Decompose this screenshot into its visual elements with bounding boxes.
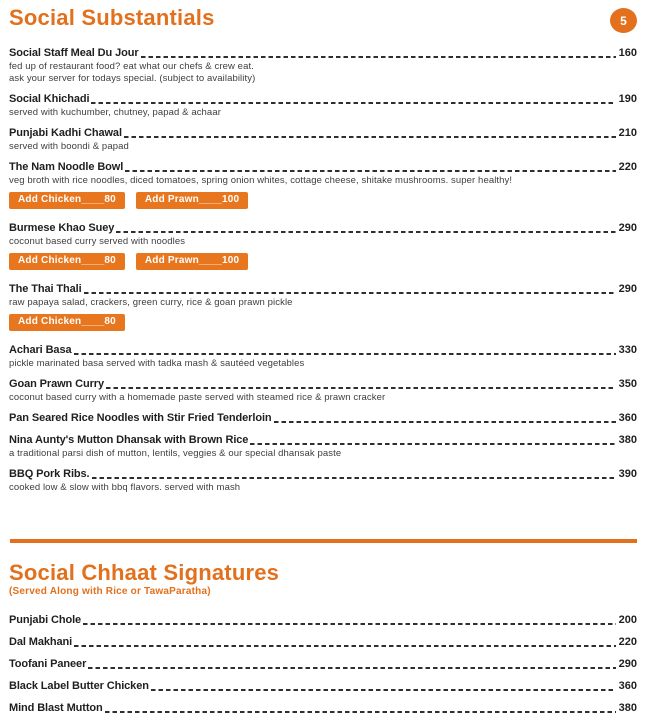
menu-item-line [9, 93, 637, 106]
addon-row [9, 192, 637, 209]
dotted-leader [141, 56, 616, 58]
menu-item-description: veg broth with rice noodles, diced tomatoes, spring onion whites, cottage cheese, shitake mushrooms. super healthy! [9, 175, 513, 186]
menu-item [9, 283, 637, 331]
menu-item-description: ask your server for todays special. (subject to availability) [9, 73, 256, 84]
menu-item-price: 190 [618, 93, 637, 105]
menu-item-price: 220 [618, 636, 637, 648]
menu-item-line [9, 434, 637, 447]
addon-row [9, 253, 637, 270]
menu-item-line [9, 222, 637, 235]
menu-item-name: Toofani Paneer [9, 658, 87, 670]
dotted-leader [250, 443, 615, 445]
menu-item-line [9, 412, 637, 425]
menu-item [9, 434, 637, 459]
addon-chip: Add Prawn____100 [136, 192, 248, 209]
menu-item-line [9, 614, 637, 627]
addon-chip: Add Chicken____80 [9, 192, 125, 209]
menu-item-name: Black Label Butter Chicken [9, 680, 149, 692]
menu-item-price: 390 [618, 468, 637, 480]
menu-item-name: Goan Prawn Curry [9, 378, 104, 390]
section-header [9, 6, 637, 33]
menu-item [9, 680, 637, 693]
menu-item-line [9, 702, 637, 715]
menu-item-description: raw papaya salad, crackers, green curry, rice & goan prawn pickle [9, 297, 293, 308]
addon-row [9, 314, 637, 331]
menu-item-description: coconut based curry served with noodles [9, 236, 186, 247]
section-substantials [9, 6, 637, 493]
menu-item [9, 412, 637, 425]
menu-item-price: 360 [618, 412, 637, 424]
menu-item-price: 220 [618, 161, 637, 173]
dotted-leader [274, 421, 616, 423]
dotted-leader [106, 387, 616, 389]
menu-item-name: BBQ Pork Ribs. [9, 468, 90, 480]
dotted-leader [88, 667, 615, 669]
dotted-leader [91, 102, 615, 104]
menu-item-name: Social Staff Meal Du Jour [9, 47, 139, 59]
menu-item-price: 200 [618, 614, 637, 626]
menu-item-price: 160 [618, 47, 637, 59]
menu-item [9, 344, 637, 369]
menu-item [9, 161, 637, 209]
menu-item [9, 93, 637, 118]
addon-chip: Add Prawn____100 [136, 253, 248, 270]
section-divider [10, 539, 637, 543]
menu-item-description: served with boondi & papad [9, 141, 129, 152]
dotted-leader [151, 689, 616, 691]
menu-item-price: 210 [618, 127, 637, 139]
item-list [9, 47, 637, 493]
dotted-leader [116, 231, 615, 233]
menu-item-description: fed up of restaurant food? eat what our chefs & crew eat. [9, 61, 254, 72]
menu-item-price: 290 [618, 658, 637, 670]
menu-item-price: 380 [618, 702, 637, 714]
menu-item [9, 378, 637, 403]
menu-item-line [9, 658, 637, 671]
menu-item-line [9, 161, 637, 174]
menu-item [9, 468, 637, 493]
menu-item-name: Social Khichadi [9, 93, 90, 105]
menu-item-name: Dal Makhani [9, 636, 73, 648]
menu-item-name: The Thai Thali [9, 283, 82, 295]
menu-item-description: pickle marinated basa served with tadka mash & sautéed vegetables [9, 358, 305, 369]
menu-item-name: Achari Basa [9, 344, 72, 356]
menu-item [9, 614, 637, 627]
menu-item-description: served with kuchumber, chutney, papad & achaar [9, 107, 221, 118]
menu-item-name: Burmese Khao Suey [9, 222, 115, 234]
menu-item [9, 636, 637, 649]
menu-item-description: coconut based curry with a homemade paste served with steamed rice & prawn cracker [9, 392, 386, 403]
menu-item-price: 350 [618, 378, 637, 390]
menu-item [9, 222, 637, 270]
menu-item-line [9, 283, 637, 296]
section-chhaat-signatures [9, 561, 637, 715]
section-subtitle: (Served Along with Rice or TawaParatha) [9, 586, 211, 597]
menu-item-name: Pan Seared Rice Noodles with Stir Fried Tenderloin [9, 412, 272, 424]
dotted-leader [124, 136, 616, 138]
addon-chip: Add Chicken____80 [9, 253, 125, 270]
section-header [9, 561, 637, 598]
menu-item-price: 360 [618, 680, 637, 692]
menu-item [9, 702, 637, 715]
menu-item-price: 380 [618, 434, 637, 446]
menu-item-line [9, 468, 637, 481]
dotted-leader [105, 711, 616, 713]
dotted-leader [92, 477, 616, 479]
menu-item-name: Nina Aunty's Mutton Dhansak with Brown Rice [9, 434, 249, 446]
menu-item-line [9, 47, 637, 60]
menu-item-description: cooked low & slow with bbq flavors. served with mash [9, 482, 241, 493]
menu-item-name: Punjabi Kadhi Chawal [9, 127, 122, 139]
menu-item-price: 290 [618, 222, 637, 234]
addon-chip: Add Chicken____80 [9, 314, 125, 331]
section-title: Social Substantials [9, 5, 215, 30]
menu-item-name: Mind Blast Mutton [9, 702, 103, 714]
dotted-leader [83, 623, 616, 625]
dotted-leader [74, 353, 616, 355]
menu-item-price: 330 [618, 344, 637, 356]
dotted-leader [125, 170, 615, 172]
menu-item-description: a traditional parsi dish of mutton, lentils, veggies & our special dhansak paste [9, 448, 342, 459]
dotted-leader [74, 645, 616, 647]
menu-item-name: The Nam Noodle Bowl [9, 161, 124, 173]
section-title: Social Chhaat Signatures [9, 560, 280, 585]
menu-item-line [9, 127, 637, 140]
menu-item-line [9, 680, 637, 693]
page-number-badge: 5 [610, 8, 637, 33]
menu-item [9, 47, 637, 84]
menu-item [9, 658, 637, 671]
dotted-leader [84, 292, 616, 294]
menu-item-line [9, 344, 637, 357]
menu-item-line [9, 378, 637, 391]
menu-item-line [9, 636, 637, 649]
menu-item [9, 127, 637, 152]
menu-item-price: 290 [618, 283, 637, 295]
menu-item-name: Punjabi Chole [9, 614, 82, 626]
